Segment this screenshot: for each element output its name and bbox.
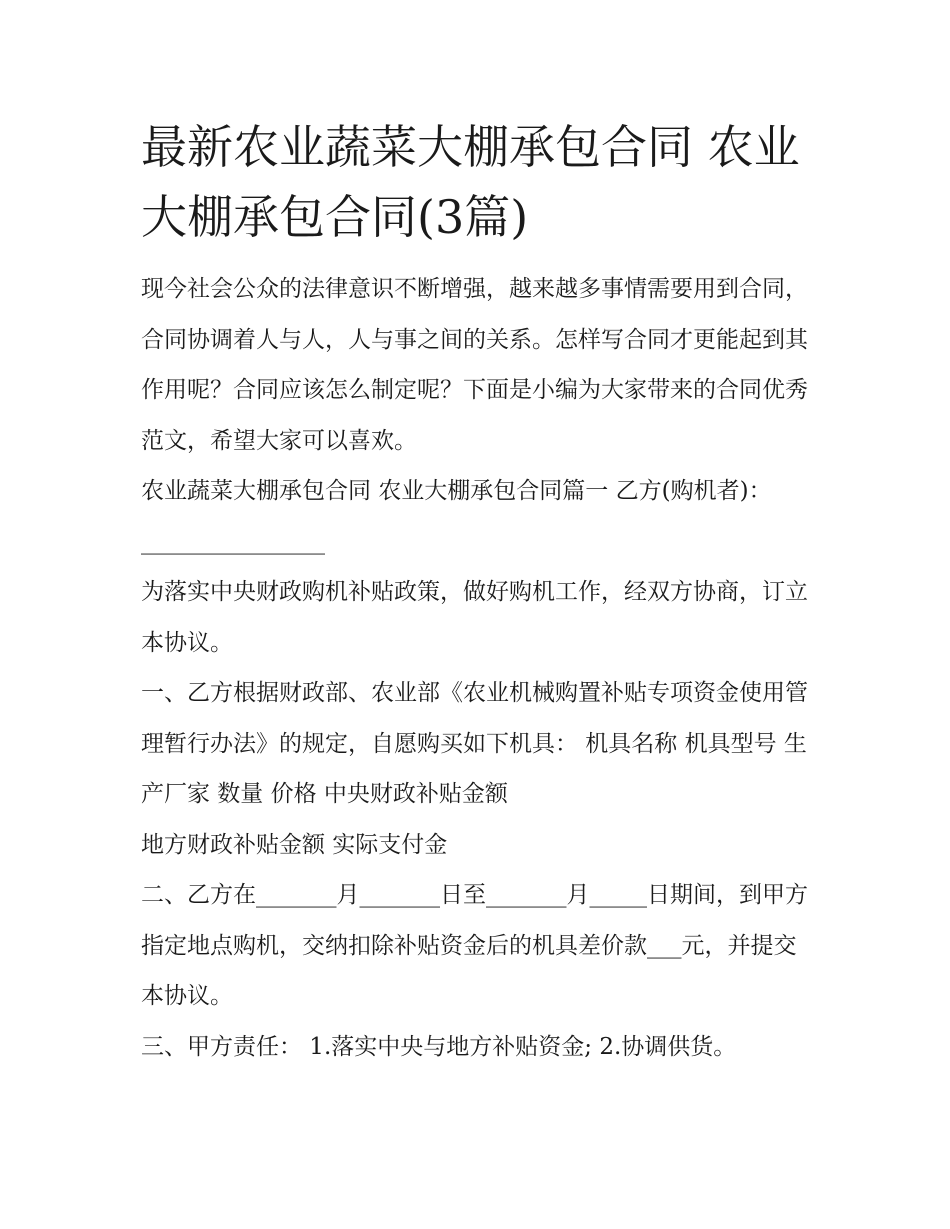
clause-one-paragraph: 一、乙方根据财政部、农业部《农业机械购置补贴专项资金使用管理暂行办法》的规定，自愿购买如下机具： 机具名称 机具型号 生产厂家 数量 价格 中央财政补贴金额: [141, 680, 808, 807]
document-title: 最新农业蔬菜大棚承包合同 农业大棚承包合同(3篇): [141, 120, 800, 244]
clause-two-paragraph: 二、乙方在_______月_______日至_______月_____日期间，到甲方指定地点购机，交纳扣除补贴资金后的机具差价款___元，并提交本协议。: [141, 882, 808, 1009]
document-page: [141, 112, 813, 1072]
purpose-paragraph: 为落实中央财政购机补贴政策，做好购机工作，经双方协商，订立本协议。: [141, 579, 808, 656]
clause-one-continued: 地方财政补贴金额 实际支付金: [141, 831, 448, 858]
intro-paragraph: 现今社会公众的法律意识不断增强，越来越多事情需要用到合同，合同协调着人与人，人与事之间的关系。怎样写合同才更能起到其作用呢？合同应该怎么制定呢？下面是小编为大家带来的合同优秀范文，希望大家可以喜欢。: [141, 276, 808, 454]
contract-heading-paragraph: 农业蔬菜大棚承包合同 农业大棚承包合同篇一 乙方(购机者)：________________: [141, 478, 772, 555]
clause-three-paragraph: 三、甲方责任： 1.落实中央与地方补贴资金; 2.协调供货。: [141, 1033, 737, 1060]
